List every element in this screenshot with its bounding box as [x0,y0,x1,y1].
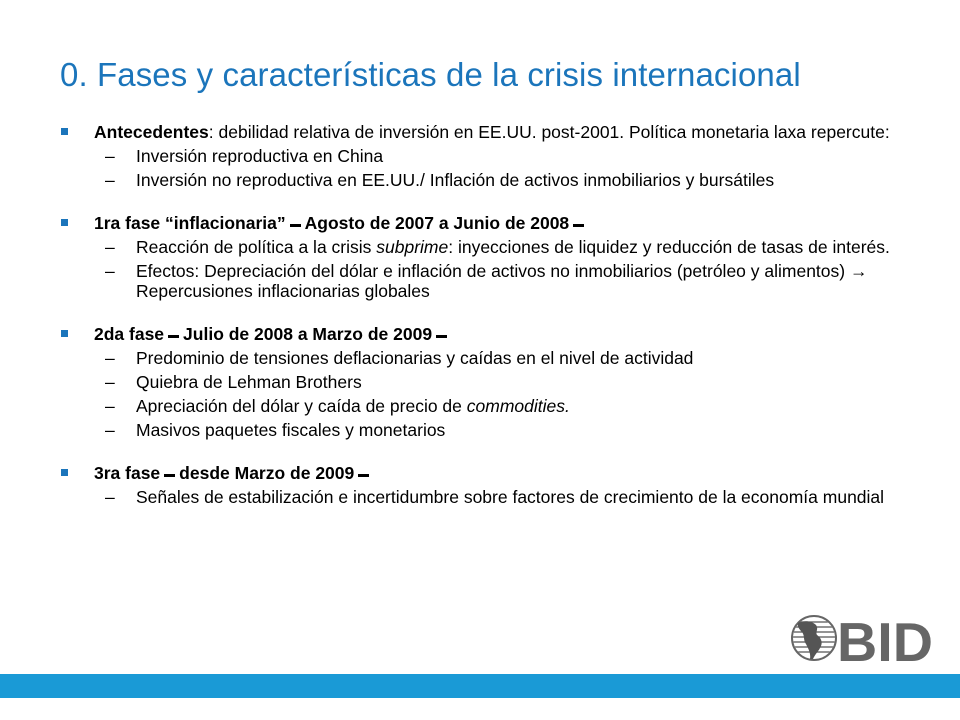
bid-logo [790,610,936,666]
phase-dates: Agosto de 2007 a Junio de 2008 [304,213,570,233]
sub-item [60,237,910,257]
phase-name: 3ra fase [94,463,161,483]
sub-item-text: Quiebra de Lehman Brothers [136,372,362,392]
square-bullet-icon [61,219,68,226]
dash-icon [358,474,369,477]
dash-marker: – [105,146,115,166]
footer-bar [0,674,960,698]
sub-item-emphasis: subprime [376,237,449,257]
dash-icon [573,224,584,227]
slide-title: 0. Fases y características de la crisis internacional [60,56,801,93]
square-bullet-icon [61,128,68,135]
sub-item [60,170,910,190]
sub-item-text: Apreciación del dólar y caída de precio de [136,396,467,416]
slide-content [60,122,910,530]
sub-item [60,372,910,392]
sub-item-emphasis: commodities. [466,396,570,416]
sub-item [60,396,910,416]
bullet-item [60,122,910,142]
arrow-right-icon: → [849,261,868,281]
bullet-head-bold: Antecedentes [94,122,209,142]
phase-dates: desde Marzo de 2009 [179,463,355,483]
dash-marker: – [105,487,115,507]
sub-item [60,487,910,507]
sub-item [60,348,910,368]
dash-icon [164,474,175,477]
dash-marker: – [105,420,115,440]
bullet-item [60,324,910,344]
globe-americas-icon [790,610,936,666]
section-fase-2 [60,324,910,440]
bullet-item [60,213,910,233]
sub-item [60,261,910,301]
phase-name: 2da fase [94,324,165,344]
dash-icon [290,224,301,227]
section-antecedentes [60,122,910,190]
sub-item-text: Inversión reproductiva en China [136,146,384,166]
dash-marker: – [105,170,115,190]
phase-name: 1ra fase “inflacionaria” [94,213,286,233]
sub-item-text: Inversión no reproductiva en EE.UU./ Inflación de activos inmobiliarios y bursátiles [136,170,775,190]
dash-marker: – [105,261,115,281]
sub-item-text: Reacción de política a la crisis [136,237,377,257]
sub-item-text: : inyecciones de liquidez y reducción de tasas de interés. [448,237,890,257]
sub-item-text: Efectos: Depreciación del dólar e inflación de activos no inmobiliarios (petróleo y alimentos) [136,261,846,281]
sub-item-text: Masivos paquetes fiscales y monetarios [136,420,446,440]
section-fase-3 [60,463,910,507]
bullet-head-text: : debilidad relativa de inversión en EE.UU. post-2001. Política monetaria laxa repercute: [208,122,890,142]
dash-icon [436,335,447,338]
dash-marker: – [105,396,115,416]
dash-marker: – [105,237,115,257]
section-fase-1 [60,213,910,301]
square-bullet-icon [61,469,68,476]
sub-item-text: Predominio de tensiones deflacionarias y caídas en el nivel de actividad [136,348,694,368]
square-bullet-icon [61,330,68,337]
logo-text: BID [837,611,933,666]
dash-marker: – [105,348,115,368]
sub-item-text: Repercusiones inflacionarias globales [136,281,430,301]
bullet-item [60,463,910,483]
dash-marker: – [105,372,115,392]
dash-icon [168,335,179,338]
phase-dates: Julio de 2008 a Marzo de 2009 [183,324,433,344]
sub-item [60,146,910,166]
sub-item [60,420,910,440]
sub-item-text: Señales de estabilización e incertidumbre sobre factores de crecimiento de la economía mundial [136,487,885,507]
